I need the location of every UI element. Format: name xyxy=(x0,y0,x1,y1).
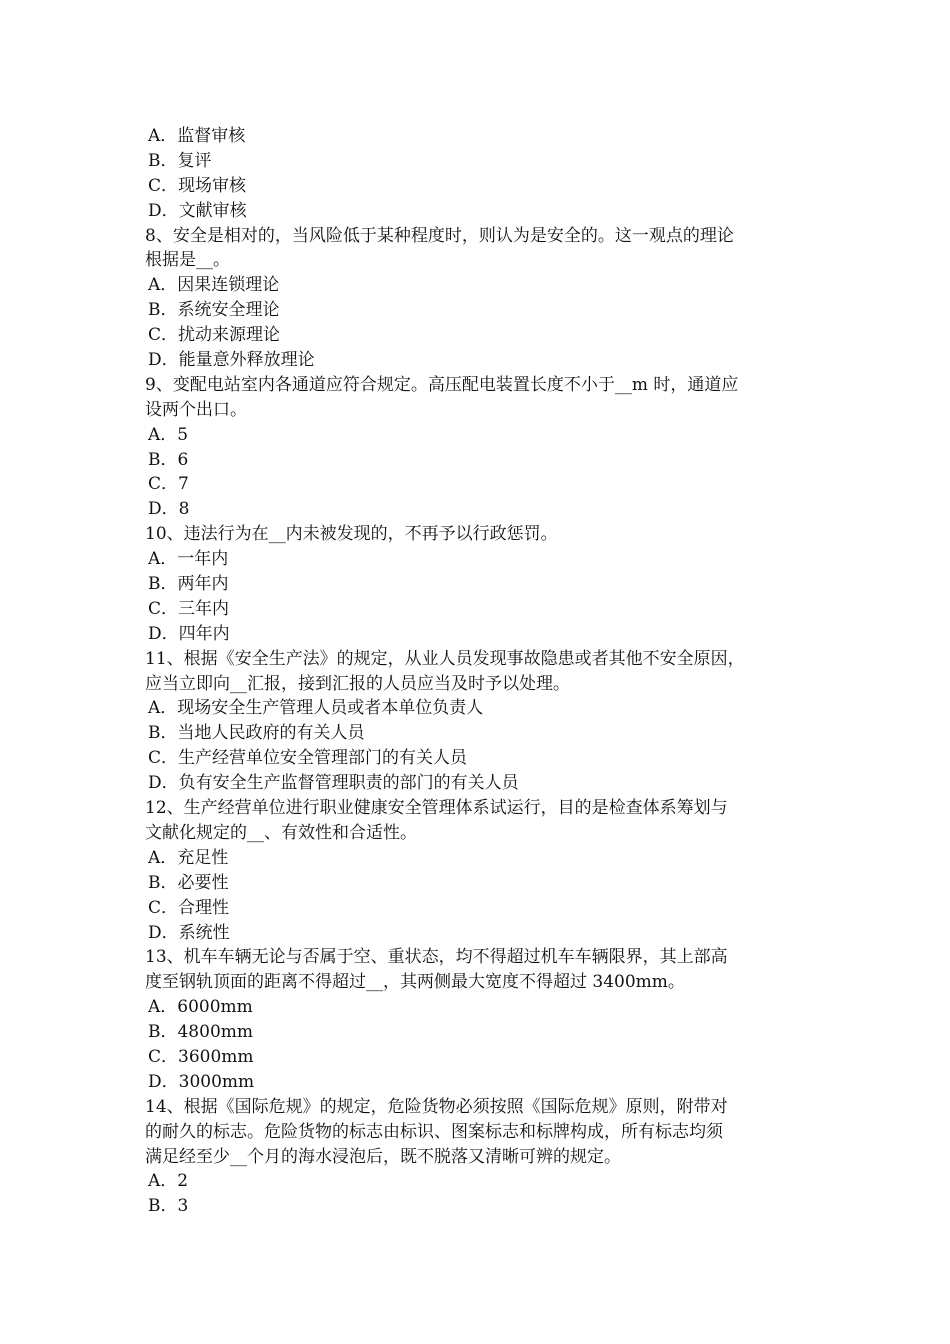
option-line: C．合理性 xyxy=(148,897,230,918)
option-line: D．能量意外释放理论 xyxy=(148,350,315,371)
option-line: A．因果连锁理论 xyxy=(148,275,280,296)
question-block xyxy=(145,647,815,796)
option-line: D．系统性 xyxy=(148,922,230,943)
question-list xyxy=(145,224,815,1220)
question-text-line: 应当立即向__汇报，接到汇报的人员应当及时予以处理。 xyxy=(145,673,570,694)
option-line: D．8 xyxy=(148,499,190,520)
question-block xyxy=(145,224,815,373)
option-line: A．5 xyxy=(148,424,189,445)
option-line: C．现场审核 xyxy=(148,175,247,196)
question-block xyxy=(145,945,815,1094)
option-line: C．三年内 xyxy=(148,598,230,619)
option-line: D．四年内 xyxy=(148,623,230,644)
option-line: A．充足性 xyxy=(148,847,229,868)
option-line: B．复评 xyxy=(148,150,212,171)
question-block xyxy=(145,796,815,945)
option-line: B．4800mm xyxy=(148,1022,253,1043)
option-line: D．文献审核 xyxy=(148,200,247,221)
option-line: D．负有安全生产监督管理职责的部门的有关人员 xyxy=(148,773,519,794)
question-text-line: 的耐久的标志。危险货物的标志由标识、图案标志和标牌构成，所有标志均须 xyxy=(145,1121,723,1142)
option-line: D．3000mm xyxy=(148,1071,255,1092)
question-text-line: 满足经至少__个月的海水浸泡后，既不脱落又清晰可辨的规定。 xyxy=(145,1146,621,1167)
document-body xyxy=(145,124,815,1219)
question-block xyxy=(145,373,815,522)
question-block xyxy=(145,522,815,646)
option-line: A．2 xyxy=(148,1171,189,1192)
question-7-options xyxy=(145,124,815,224)
question-text-line: 8、安全是相对的，当风险低于某种程度时，则认为是安全的。这一观点的理论 xyxy=(145,225,734,246)
option-line: C．扰动来源理论 xyxy=(148,325,281,346)
option-line: C．生产经营单位安全管理部门的有关人员 xyxy=(148,748,468,769)
option-line: C．7 xyxy=(148,474,189,495)
option-line: B．当地人民政府的有关人员 xyxy=(148,723,365,744)
option-line: A．现场安全生产管理人员或者本单位负责人 xyxy=(148,698,484,719)
option-line: A．监督审核 xyxy=(148,126,246,146)
question-text-line: 文献化规定的__、有效性和合适性。 xyxy=(145,822,417,843)
question-text-line: 设两个出口。 xyxy=(145,399,247,420)
option-line: C．3600mm xyxy=(148,1046,254,1067)
option-line: B．两年内 xyxy=(148,574,229,595)
question-text-line: 14、根据《国际危规》的规定，危险货物必须按照《国际危规》原则，附带对 xyxy=(145,1096,728,1117)
question-text-line: 13、机车车辆无论与否属于空、重状态，均不得超过机车车辆限界，其上部高 xyxy=(145,947,728,968)
option-line: B．6 xyxy=(148,449,189,470)
question-text-line: 9、变配电站室内各通道应符合规定。高压配电装置长度不小于__m 时，通道应 xyxy=(145,374,739,395)
option-line: B．系统安全理论 xyxy=(148,300,280,321)
option-line: A．6000mm xyxy=(148,997,253,1018)
question-text-line: 根据是__。 xyxy=(145,250,230,271)
question-text-line: 度至钢轨顶面的距离不得超过__，其两侧最大宽度不得超过 3400mm。 xyxy=(145,972,685,993)
question-text-line: 10、违法行为在__内未被发现的，不再予以行政惩罚。 xyxy=(145,524,558,545)
option-line: B．3 xyxy=(148,1196,189,1217)
question-text-line: 12、生产经营单位进行职业健康安全管理体系试运行，目的是检查体系筹划与 xyxy=(145,798,728,819)
option-line: A．一年内 xyxy=(148,549,229,570)
question-block xyxy=(145,1095,815,1219)
question-text-line: 11、根据《安全生产法》的规定，从业人员发现事故隐患或者其他不安全原因， xyxy=(145,648,745,669)
option-line: B．必要性 xyxy=(148,872,229,893)
